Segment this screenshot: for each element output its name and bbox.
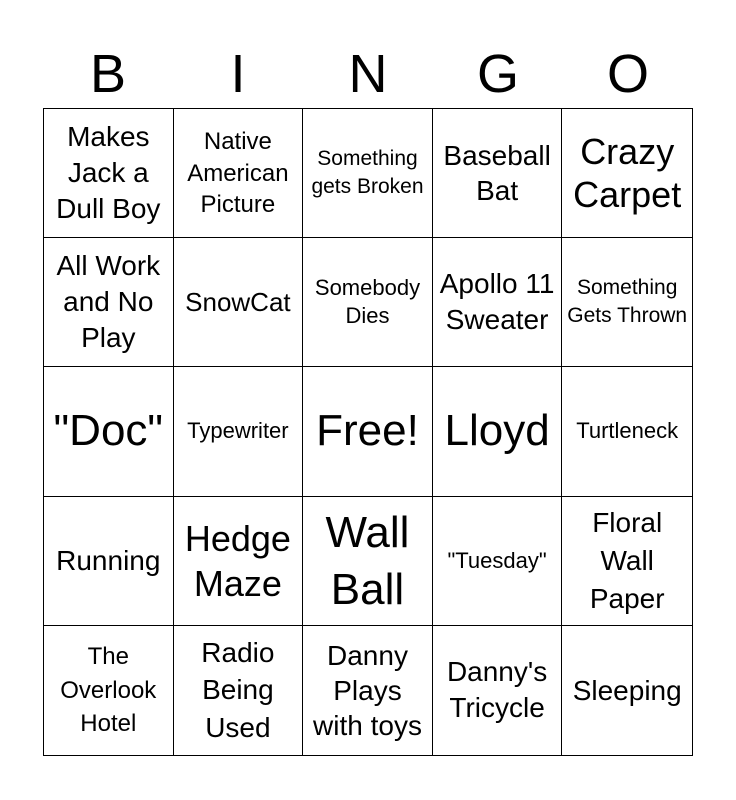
header-letter-o: O xyxy=(606,44,649,104)
bingo-cell-label: Makes Jack a Dull Boy xyxy=(56,120,161,225)
bingo-cell-label: Something Gets Thrown xyxy=(567,275,688,328)
bingo-cell[interactable] xyxy=(433,497,563,626)
bingo-cell[interactable] xyxy=(562,497,692,626)
bingo-cell-label: SnowCat xyxy=(185,286,291,317)
bingo-cell[interactable] xyxy=(44,497,174,626)
bingo-cell-label: Baseball Bat xyxy=(443,140,551,207)
bingo-cell-label: All Work and No Play xyxy=(56,249,161,354)
bingo-cell[interactable] xyxy=(303,238,433,367)
bingo-cell[interactable] xyxy=(433,626,563,755)
bingo-cell[interactable] xyxy=(44,238,174,367)
bingo-cell[interactable] xyxy=(433,109,563,238)
bingo-header xyxy=(43,40,693,108)
bingo-cell-label: "Tuesday" xyxy=(447,547,547,573)
bingo-cell-label: Native American Picture xyxy=(187,128,289,218)
bingo-cell-label: Radio Being Used xyxy=(201,636,275,744)
bingo-cell[interactable] xyxy=(562,367,692,496)
bingo-cell-label: Lloyd xyxy=(444,406,550,456)
bingo-cell[interactable] xyxy=(562,238,692,367)
bingo-cell-label: Hedge Maze xyxy=(184,517,291,604)
bingo-cell[interactable] xyxy=(303,497,433,626)
bingo-cell-label: Somebody Dies xyxy=(314,274,421,329)
bingo-cell-label: Crazy Carpet xyxy=(573,130,682,216)
bingo-cell[interactable] xyxy=(174,109,304,238)
bingo-cell-label: Floral Wall Paper xyxy=(589,507,665,614)
bingo-cell[interactable] xyxy=(303,109,433,238)
bingo-cell[interactable] xyxy=(44,109,174,238)
header-letter-n: N xyxy=(348,44,388,104)
bingo-cell[interactable] xyxy=(44,367,174,496)
bingo-cell-label: Sleeping xyxy=(572,674,682,706)
bingo-cell-label: Typewriter xyxy=(187,418,289,444)
bingo-cell[interactable] xyxy=(433,367,563,496)
bingo-cell-label: Wall Ball xyxy=(325,507,410,614)
bingo-cell-label: Free! xyxy=(316,406,419,456)
bingo-cell-label: Apollo 11 Sweater xyxy=(439,267,555,336)
bingo-cell[interactable] xyxy=(44,626,174,755)
bingo-cell-label: Turtleneck xyxy=(576,418,679,444)
bingo-board xyxy=(43,108,693,756)
bingo-cell[interactable] xyxy=(174,497,304,626)
header-letter-g: G xyxy=(476,44,519,104)
bingo-cell-label: Danny's Tricycle xyxy=(446,656,548,724)
bingo-cell-label: Something gets Broken xyxy=(311,146,424,199)
bingo-cell-label: The Overlook Hotel xyxy=(60,643,157,738)
header-letter-i: I xyxy=(230,44,246,104)
bingo-cell-label: Running xyxy=(56,544,161,576)
bingo-cell-label: Danny Plays with toys xyxy=(313,639,422,741)
header-letter-b: B xyxy=(89,44,127,104)
bingo-cell[interactable] xyxy=(303,626,433,755)
bingo-cell[interactable] xyxy=(562,626,692,755)
bingo-cell[interactable] xyxy=(174,367,304,496)
bingo-cell[interactable] xyxy=(562,109,692,238)
bingo-cell[interactable] xyxy=(303,367,433,496)
bingo-cell[interactable] xyxy=(174,626,304,755)
bingo-cell[interactable] xyxy=(433,238,563,367)
bingo-cell[interactable] xyxy=(174,238,304,367)
bingo-cell-label: "Doc" xyxy=(53,406,164,456)
